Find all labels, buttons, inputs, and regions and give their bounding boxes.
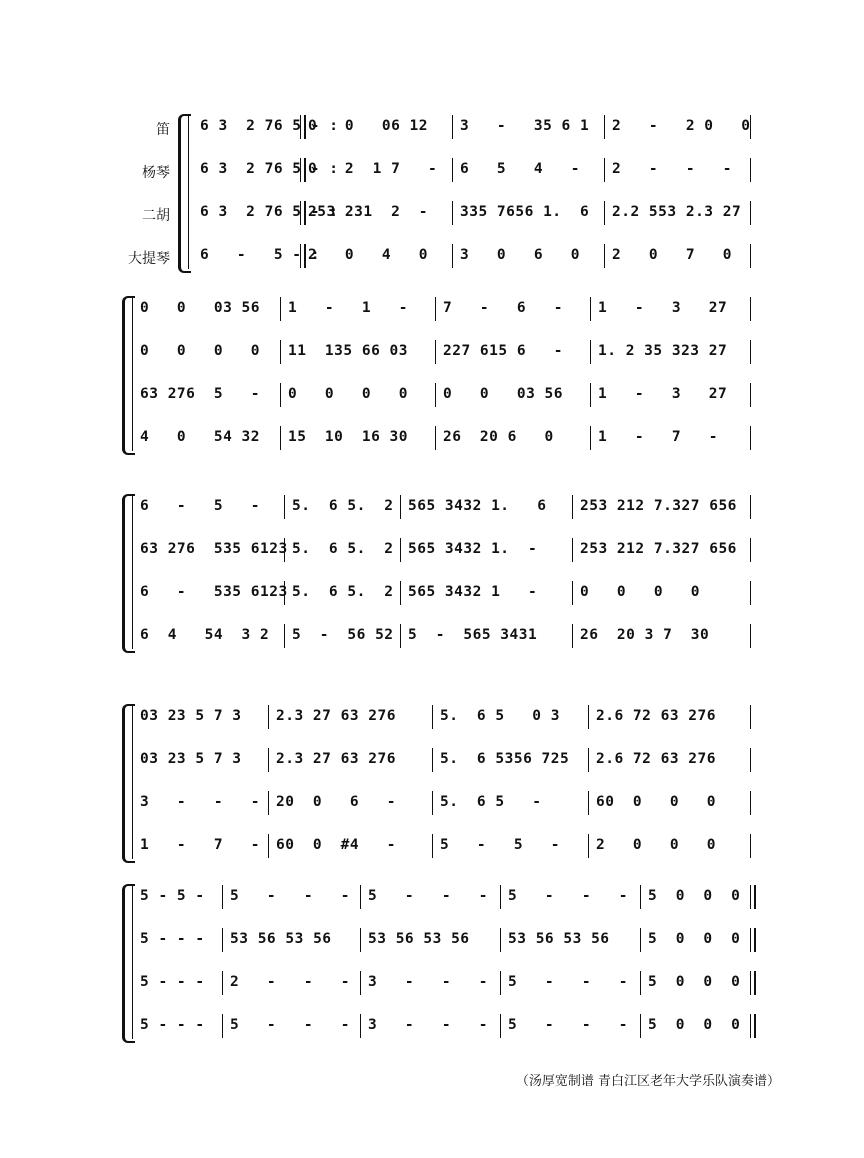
measure: 2.6 72 63 276 [596, 751, 716, 767]
barline [604, 201, 605, 225]
barline [640, 885, 641, 909]
barline [400, 581, 401, 605]
barline [640, 928, 641, 952]
measure: 1 - 1 - [288, 300, 408, 316]
barline [588, 834, 589, 858]
barline [750, 201, 751, 225]
barline [280, 340, 281, 364]
measure: 227 615 6 - [443, 343, 563, 359]
measure: 26 20 3 7 30 [580, 627, 710, 643]
measure: 11 135 66 03 [288, 343, 408, 359]
measure: 5 - - - [140, 974, 205, 990]
measure: 0 0 06 12 [308, 118, 428, 134]
staff-row [0, 429, 864, 449]
barline [284, 495, 285, 519]
measure: 6 - 535 6123 [140, 584, 288, 600]
measure: 6 3 2 76 5 - : [200, 204, 339, 220]
barline [222, 1014, 223, 1038]
staff-row [0, 627, 864, 647]
measure: 53 56 53 56 [368, 931, 470, 947]
staff-row [0, 541, 864, 561]
measure: 1. 2 35 323 27 [598, 343, 728, 359]
measure: 4 0 54 32 [140, 429, 260, 445]
barline [590, 383, 591, 407]
measure: 565 3432 1. - [408, 541, 538, 557]
barline [432, 834, 433, 858]
staff-row [0, 1017, 864, 1037]
measure: 2.3 27 63 276 [276, 751, 396, 767]
measure: 2 - 2 0 0 [612, 118, 751, 134]
barline [435, 297, 436, 321]
measure: 6 4 54 3 2 [140, 627, 270, 643]
instrument-label: 大提琴 [128, 251, 170, 267]
measure: 5 0 0 0 [648, 888, 741, 904]
barline [452, 201, 453, 225]
staff-row [0, 161, 864, 181]
barline [572, 624, 573, 648]
staff-row [0, 794, 864, 814]
barline [360, 928, 361, 952]
barline [280, 426, 281, 450]
barline [400, 495, 401, 519]
measure: 2 0 0 0 [596, 837, 716, 853]
barline [588, 791, 589, 815]
barline [500, 928, 501, 952]
barline [750, 244, 751, 268]
measure: 63 276 535 6123 [140, 541, 288, 557]
staff-row [0, 118, 864, 138]
measure: 6 3 2 76 5 - : [200, 118, 339, 134]
measure: 3 - - - [368, 974, 488, 990]
barline [222, 971, 223, 995]
barline [750, 115, 751, 139]
barline [280, 383, 281, 407]
measure: 565 3432 1 - [408, 584, 538, 600]
measure: 6 3 2 76 5 - : [200, 161, 339, 177]
barline [590, 340, 591, 364]
measure: 5 0 0 0 [648, 974, 741, 990]
measure: 5 - - - [230, 888, 350, 904]
measure: 0 2 1 7 - [308, 161, 438, 177]
measure: 2.2 553 2.3 27 [612, 204, 742, 220]
barline [750, 885, 756, 909]
measure: 2 0 4 0 [308, 247, 428, 263]
barline [300, 158, 306, 182]
measure: 2.6 72 63 276 [596, 708, 716, 724]
measure: 5 - 5 - [440, 837, 560, 853]
barline [284, 581, 285, 605]
measure: 253 212 7.327 656 [580, 498, 737, 514]
barline [280, 297, 281, 321]
measure: 5 - 5 - [140, 888, 205, 904]
barline [750, 834, 751, 858]
barline [750, 538, 751, 562]
staff-row [0, 498, 864, 518]
measure: 6 - 5 - [140, 498, 260, 514]
barline [750, 581, 751, 605]
barline [750, 748, 751, 772]
measure: 3 - - - [368, 1017, 488, 1033]
measure: 253 212 7.327 656 [580, 541, 737, 557]
barline [640, 971, 641, 995]
instrument-label: 二胡 [142, 208, 170, 224]
measure: 1 - 3 27 [598, 300, 728, 316]
measure: 53 56 53 56 [230, 931, 332, 947]
measure: 63 276 5 - [140, 386, 260, 402]
instrument-label: 杨琴 [142, 165, 170, 181]
barline [432, 791, 433, 815]
measure: 60 0 #4 - [276, 837, 396, 853]
barline [590, 426, 591, 450]
barline [588, 748, 589, 772]
barline [750, 297, 751, 321]
staff-row [0, 204, 864, 224]
barline [572, 581, 573, 605]
barline [452, 244, 453, 268]
barline [750, 624, 751, 648]
measure: 5 - - - [368, 888, 488, 904]
measure: 20 0 6 - [276, 794, 396, 810]
measure: 5 - - - [230, 1017, 350, 1033]
measure: 6 5 4 - [460, 161, 580, 177]
barline [268, 748, 269, 772]
measure: 6 - 5 - : [200, 247, 320, 263]
barline [400, 624, 401, 648]
barline [500, 1014, 501, 1038]
barline [452, 158, 453, 182]
measure: 5 - 56 52 [292, 627, 394, 643]
credit-line: （汤厚宽制谱 青白江区老年大学乐队演奏谱） [515, 1074, 780, 1089]
instrument-label: 笛 [156, 122, 170, 138]
barline [300, 115, 306, 139]
barline [268, 791, 269, 815]
barline [432, 705, 433, 729]
staff-row [0, 584, 864, 604]
measure: 5 - 565 3431 [408, 627, 538, 643]
measure: 5. 6 5. 2 [292, 541, 394, 557]
staff-row [0, 751, 864, 771]
measure: 03 23 5 7 3 [140, 708, 242, 724]
barline [604, 158, 605, 182]
measure: 5 - - - [140, 1017, 205, 1033]
measure: 7 - 6 - [443, 300, 563, 316]
barline [435, 340, 436, 364]
measure: 5. 6 5. 2 [292, 584, 394, 600]
staff-row [0, 247, 864, 267]
measure: 2.3 27 63 276 [276, 708, 396, 724]
barline [750, 158, 751, 182]
barline [268, 705, 269, 729]
barline [432, 748, 433, 772]
measure: 2 - - - [612, 161, 732, 177]
barline [222, 885, 223, 909]
measure: 253 231 2 - [308, 204, 428, 220]
measure: 0 0 0 0 [580, 584, 700, 600]
staff-row [0, 343, 864, 363]
measure: 2 - - - [230, 974, 350, 990]
barline [435, 426, 436, 450]
barline [750, 1014, 756, 1038]
measure: 5. 6 5 0 3 [440, 708, 560, 724]
measure: 1 - 3 27 [598, 386, 728, 402]
barline [604, 244, 605, 268]
barline [640, 1014, 641, 1038]
barline [750, 928, 756, 952]
barline [360, 1014, 361, 1038]
staff-row [0, 386, 864, 406]
barline [750, 971, 756, 995]
staff-row [0, 300, 864, 320]
barline [284, 624, 285, 648]
measure: 335 7656 1. 6 [460, 204, 590, 220]
barline [750, 495, 751, 519]
barline [572, 538, 573, 562]
barline [590, 297, 591, 321]
measure: 0 0 03 56 [140, 300, 260, 316]
measure: 53 56 53 56 [508, 931, 610, 947]
barline [300, 244, 306, 268]
measure: 5 0 0 0 [648, 1017, 741, 1033]
barline [500, 971, 501, 995]
barline [750, 383, 751, 407]
measure: 15 10 16 30 [288, 429, 408, 445]
measure: 5 - - - [508, 888, 628, 904]
staff-row [0, 837, 864, 857]
measure: 0 0 0 0 [140, 343, 260, 359]
barline [588, 705, 589, 729]
measure: 0 0 0 0 [288, 386, 408, 402]
measure: 565 3432 1. 6 [408, 498, 547, 514]
measure: 2 0 7 0 [612, 247, 732, 263]
barline [400, 538, 401, 562]
barline [750, 791, 751, 815]
measure: 03 23 5 7 3 [140, 751, 242, 767]
measure: 3 - - - [140, 794, 260, 810]
measure: 5 - - - [508, 974, 628, 990]
measure: 5. 6 5356 725 [440, 751, 570, 767]
measure: 1 - 7 - [140, 837, 260, 853]
barline [435, 383, 436, 407]
barline [284, 538, 285, 562]
staff-row [0, 931, 864, 951]
barline [750, 340, 751, 364]
measure: 5 0 0 0 [648, 931, 741, 947]
barline [750, 705, 751, 729]
measure: 5 - - - [508, 1017, 628, 1033]
measure: 0 0 03 56 [443, 386, 563, 402]
barline [300, 201, 306, 225]
barline [222, 928, 223, 952]
barline [604, 115, 605, 139]
measure: 3 - 35 6 1 [460, 118, 590, 134]
barline [750, 426, 751, 450]
barline [500, 885, 501, 909]
measure: 5 - - - [140, 931, 205, 947]
measure: 26 20 6 0 [443, 429, 554, 445]
measure: 60 0 0 0 [596, 794, 716, 810]
staff-row [0, 708, 864, 728]
staff-row [0, 888, 864, 908]
staff-row [0, 974, 864, 994]
barline [572, 495, 573, 519]
measure: 5. 6 5. 2 [292, 498, 394, 514]
measure: 3 0 6 0 [460, 247, 580, 263]
measure: 1 - 7 - [598, 429, 718, 445]
barline [360, 885, 361, 909]
barline [360, 971, 361, 995]
measure: 5. 6 5 - [440, 794, 542, 810]
barline [452, 115, 453, 139]
barline [268, 834, 269, 858]
